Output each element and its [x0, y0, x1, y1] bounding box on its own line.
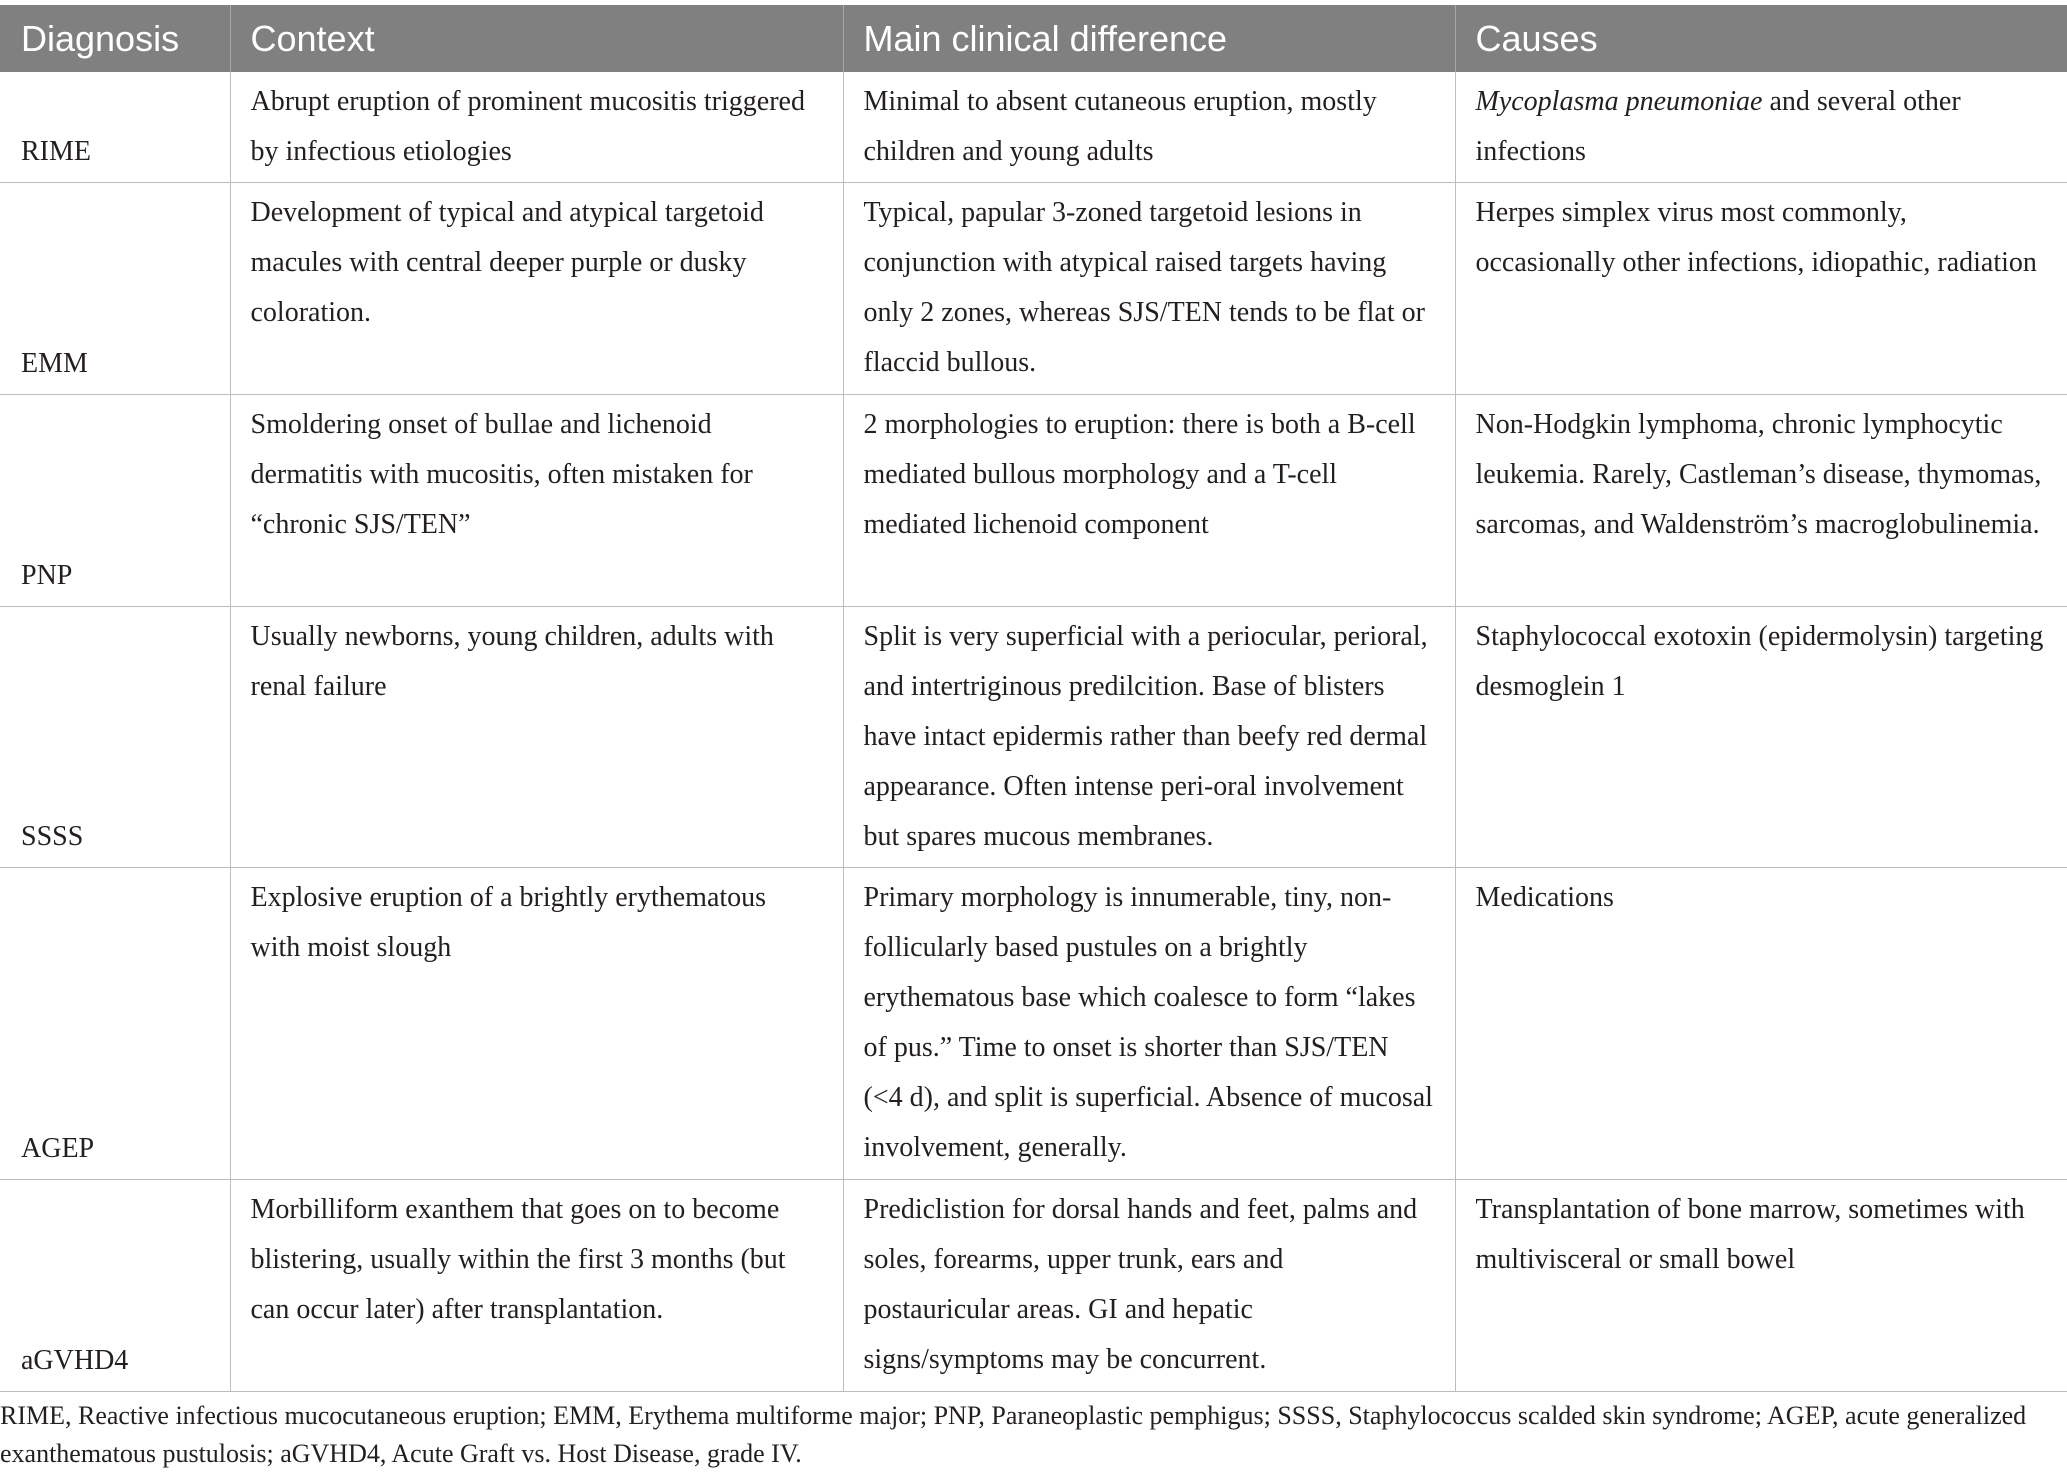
causes-cell: Herpes simplex virus most commonly, occasionally other infections, idiopathic, radiation — [1455, 183, 2067, 395]
difference-cell: Minimal to absent cutaneous eruption, mostly children and young adults — [843, 72, 1455, 183]
table-row — [0, 868, 2067, 1180]
causes-cell: Staphylococcal exotoxin (epidermolysin) targeting desmoglein 1 — [1455, 607, 2067, 868]
diagnosis-cell: SSSS — [0, 607, 230, 868]
table-footnote: RIME, Reactive infectious mucocutaneous eruption; EMM, Erythema multiforme major; PNP, Paraneoplastic pemphigus; SSSS, Staphylococcus scalded skin syndrome; AGEP, acute generalized exanthematous pustulosis; aGVHD4, Acute Graft vs. Host Disease, grade IV. — [0, 1401, 2027, 1468]
diagnosis-cell: PNP — [0, 395, 230, 607]
table-header — [0, 5, 2067, 72]
difference-cell: Split is very superficial with a periocular, perioral, and intertriginous predilcition. Base of blisters have intact epidermis rather than beefy red dermal appearance. Often intense peri-oral involvement but spares mucous membranes. — [843, 607, 1455, 868]
header-main-clinical-difference: Main clinical difference — [843, 5, 1455, 72]
table-row — [0, 1180, 2067, 1392]
causes-cell: Transplantation of bone marrow, sometimes with multivisceral or small bowel — [1455, 1180, 2067, 1392]
difference-cell: 2 morphologies to eruption: there is both a B-cell mediated bullous morphology and a T-cell mediated lichenoid component — [843, 395, 1455, 607]
context-cell: Explosive eruption of a brightly erythematous with moist slough — [230, 868, 843, 1180]
context-cell: Morbilliform exanthem that goes on to become blistering, usually within the first 3 months (but can occur later) after transplantation. — [230, 1180, 843, 1392]
diagnosis-cell: aGVHD4 — [0, 1180, 230, 1392]
table-row — [0, 72, 2067, 183]
diagnosis-cell: RIME — [0, 72, 230, 183]
context-cell: Development of typical and atypical targetoid macules with central deeper purple or dusky coloration. — [230, 183, 843, 395]
header-context: Context — [230, 5, 843, 72]
diagnosis-cell: AGEP — [0, 868, 230, 1180]
causes-italic-text: Mycoplasma pneumoniae — [1475, 86, 1763, 117]
diagnosis-cell: EMM — [0, 183, 230, 395]
table-body — [0, 72, 2067, 1392]
causes-cell — [1455, 72, 2067, 183]
context-cell: Smoldering onset of bullae and lichenoid dermatitis with mucositis, often mistaken for “chronic SJS/TEN” — [230, 395, 843, 607]
difference-cell: Primary morphology is innumerable, tiny, non-follicularly based pustules on a brightly erythematous base which coalesce to form “lakes of pus.” Time to onset is shorter than SJS/TEN (<4 d), and split is superficial. Absence of mucosal involvement, generally. — [843, 868, 1455, 1180]
differential-diagnosis-table — [0, 5, 2067, 1392]
causes-cell: Non-Hodgkin lymphoma, chronic lymphocytic leukemia. Rarely, Castleman’s disease, thymomas, sarcomas, and Waldenström’s macroglobulinemia. — [1455, 395, 2067, 607]
header-row — [0, 5, 2067, 72]
causes-text: and several other infections — [1475, 86, 1961, 167]
table-row — [0, 395, 2067, 607]
header-diagnosis: Diagnosis — [0, 5, 230, 72]
context-cell: Abrupt eruption of prominent mucositis triggered by infectious etiologies — [230, 72, 843, 183]
difference-cell: Typical, papular 3-zoned targetoid lesions in conjunction with atypical raised targets having only 2 zones, whereas SJS/TEN tends to be flat or flaccid bullous. — [843, 183, 1455, 395]
causes-cell: Medications — [1455, 868, 2067, 1180]
diagnosis-table-container — [0, 5, 2067, 1392]
table-row — [0, 607, 2067, 868]
header-causes: Causes — [1455, 5, 2067, 72]
difference-cell: Prediclistion for dorsal hands and feet, palms and soles, forearms, upper trunk, ears and postauricular areas. GI and hepatic signs/symptoms may be concurrent. — [843, 1180, 1455, 1392]
table-row — [0, 183, 2067, 395]
context-cell: Usually newborns, young children, adults with renal failure — [230, 607, 843, 868]
